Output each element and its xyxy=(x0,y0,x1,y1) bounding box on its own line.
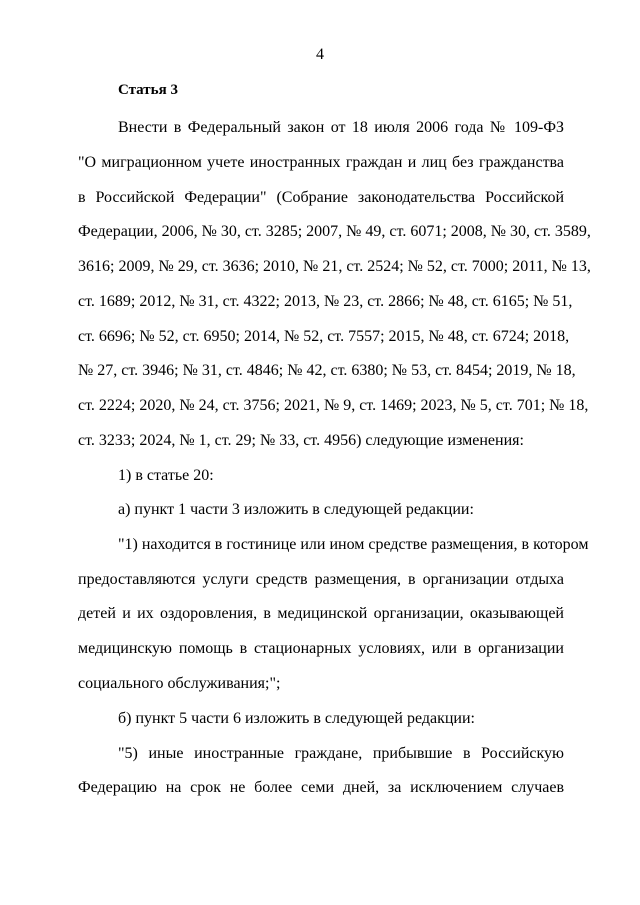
body-line: в Российской Федерации" (Собрание законодательства Российской xyxy=(78,189,564,206)
quote-line: "5) иные иностранные граждане, прибывшие в Российскую xyxy=(118,745,564,762)
quote-line: предоставляются услуги средств размещения, в организации отдыха xyxy=(78,571,564,588)
quote-line: "1) находится в гостинице или ином средстве размещения, в котором xyxy=(118,536,589,553)
body-line: 3616; 2009, № 29, ст. 3636; 2010, № 21, ст. 2524; № 52, ст. 7000; 2011, № 13, xyxy=(78,258,591,275)
list-item-1: 1) в статье 20: xyxy=(118,467,214,484)
quote-line: медицинскую помощь в стационарных условиях, или в организации xyxy=(78,640,564,657)
body-line: ст. 2224; 2020, № 24, ст. 3756; 2021, № 9, ст. 1469; 2023, № 5, ст. 701; № 18, xyxy=(78,397,589,414)
body-line: ст. 3233; 2024, № 1, ст. 29; № 33, ст. 4956) следующие изменения: xyxy=(78,432,524,449)
quote-line: Федерацию на срок не более семи дней, за исключением случаев xyxy=(78,779,564,796)
body-line: "О миграционном учете иностранных граждан и лиц без гражданства xyxy=(78,154,564,171)
quote-line: социального обслуживания;"; xyxy=(78,675,281,692)
article-title: Статья 3 xyxy=(118,82,178,98)
body-line: Федерации, 2006, № 30, ст. 3285; 2007, № 49, ст. 6071; 2008, № 30, ст. 3589, xyxy=(78,223,591,240)
list-item-a: а) пункт 1 части 3 изложить в следующей редакции: xyxy=(118,501,474,518)
list-item-b: б) пункт 5 части 6 изложить в следующей редакции: xyxy=(118,710,475,727)
page-number: 4 xyxy=(316,46,324,63)
quote-line: детей и их оздоровления, в медицинской организации, оказывающей xyxy=(78,605,564,622)
body-line: Внести в Федеральный закон от 18 июля 2006 года № 109-ФЗ xyxy=(118,119,564,136)
body-line: ст. 6696; № 52, ст. 6950; 2014, № 52, ст. 7557; 2015, № 48, ст. 6724; 2018, xyxy=(78,328,570,345)
body-line: № 27, ст. 3946; № 31, ст. 4846; № 42, ст. 6380; № 53, ст. 8454; 2019, № 18, xyxy=(78,362,576,379)
body-line: ст. 1689; 2012, № 31, ст. 4322; 2013, № 23, ст. 2866; № 48, ст. 6165; № 51, xyxy=(78,293,573,310)
